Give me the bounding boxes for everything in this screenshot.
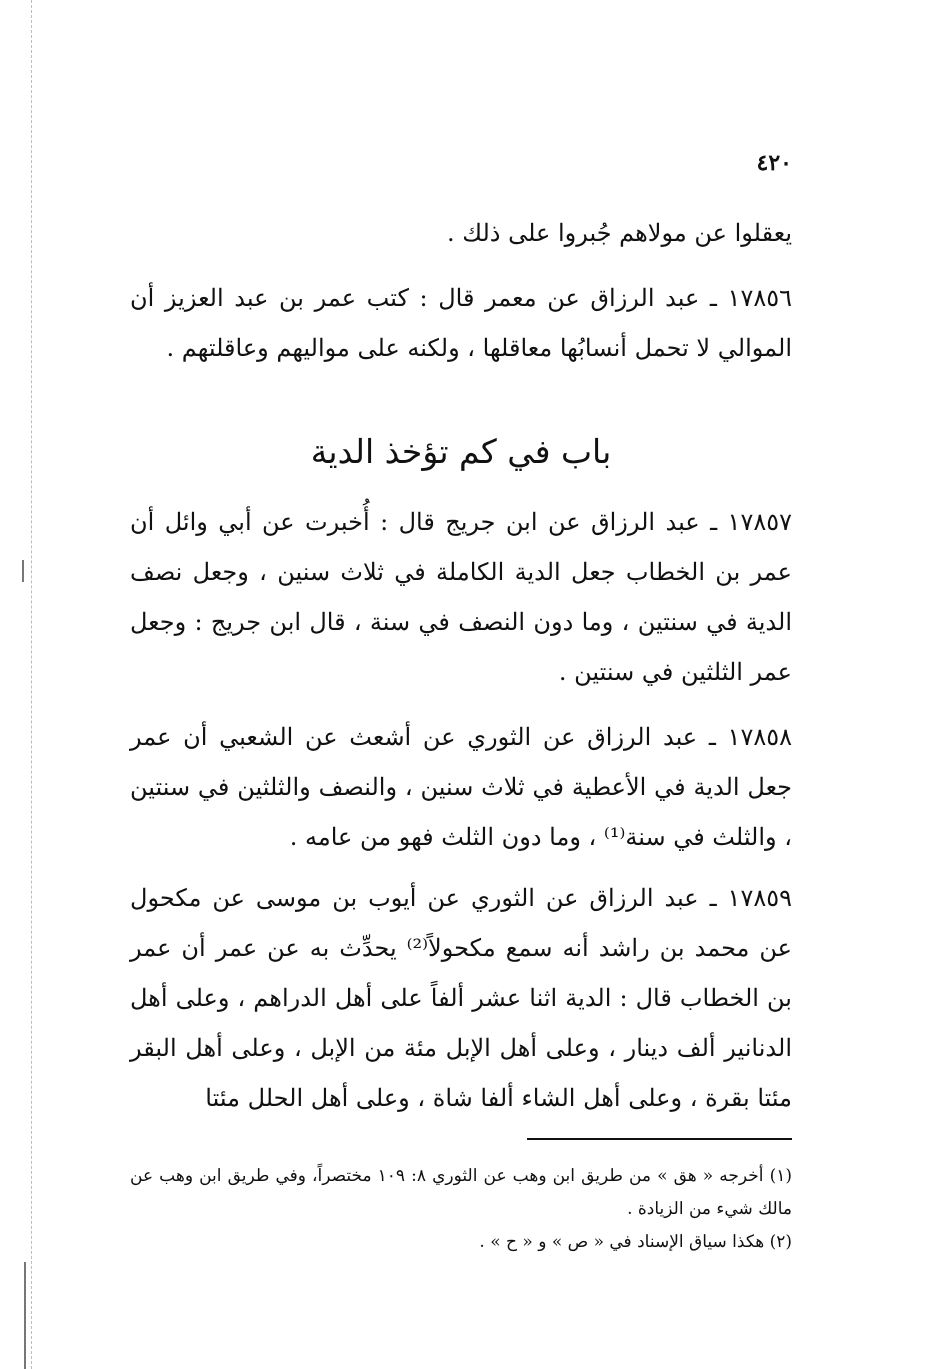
footnote: (٢) هكذا سياق الإسناد في « ص » و « ح » . (479, 1232, 792, 1252)
paragraph-continuation (130, 208, 792, 258)
paragraph: ١٧٨٥٨ ـ عبد الرزاق عن الثوري عن أشعث عن الشعبي أن عمر جعل الدية في الأعطية في ثلاث سنين ، والنصف والثلثين في سنتين ، والثلث في سنة⁽¹⁾ ، وما دون الثلث فهو من عامه . (130, 723, 792, 851)
footnotes (130, 1160, 792, 1259)
footnote: (١) أخرجه « هق » من طريق ابن وهب عن الثوري ٨: ١٠٩ مختصراً، وفي طريق ابن وهب عن مالك شيء من الزيادة . (130, 1166, 792, 1219)
hadith-17859 (130, 873, 792, 1123)
hadith-17858 (130, 712, 792, 862)
hadith-17857 (130, 497, 792, 697)
scan-edge-mark (22, 560, 24, 582)
page-number: ٤٢٠ (756, 150, 792, 176)
page-edge-line (31, 0, 32, 1369)
paragraph: يعقلوا عن مولاهم جُبروا على ذلك . (446, 219, 792, 247)
footnote-separator (527, 1138, 792, 1140)
paragraph: ١٧٨٥٦ ـ عبد الرزاق عن معمر قال : كتب عمر بن عبد العزيز أن الموالي لا تحمل أنسابُها معاقلها ، ولكنه على مواليهم وعاقلتهم . (130, 284, 792, 362)
scan-edge-mark (24, 1262, 26, 1369)
paragraph: ١٧٨٥٩ ـ عبد الرزاق عن الثوري عن أيوب بن موسى عن مكحول عن محمد بن راشد أنه سمع مكحولاً⁽²⁾ يحدِّث به عن عمر أن عمر بن الخطاب قال : الدية اثنا عشر ألفاً على أهل الدراهم ، وعلى أهل الدنانير ألف دينار ، وعلى أهل الإبل مئة من الإبل ، وعلى أهل البقر مئتا بقرة ، وعلى أهل الشاء ألفا شاة ، وعلى أهل الحلل مئتا (130, 884, 792, 1112)
paragraph: ١٧٨٥٧ ـ عبد الرزاق عن ابن جريج قال : أُخبرت عن أبي وائل أن عمر بن الخطاب جعل الدية الكاملة في ثلاث سنين ، وجعل نصف الدية في سنتين ، وما دون النصف في سنة ، قال ابن جريج : وجعل عمر الثلثين في سنتين . (130, 508, 792, 686)
chapter-heading: باب في كم تؤخذ الدية (310, 432, 612, 471)
hadith-17856 (130, 273, 792, 373)
